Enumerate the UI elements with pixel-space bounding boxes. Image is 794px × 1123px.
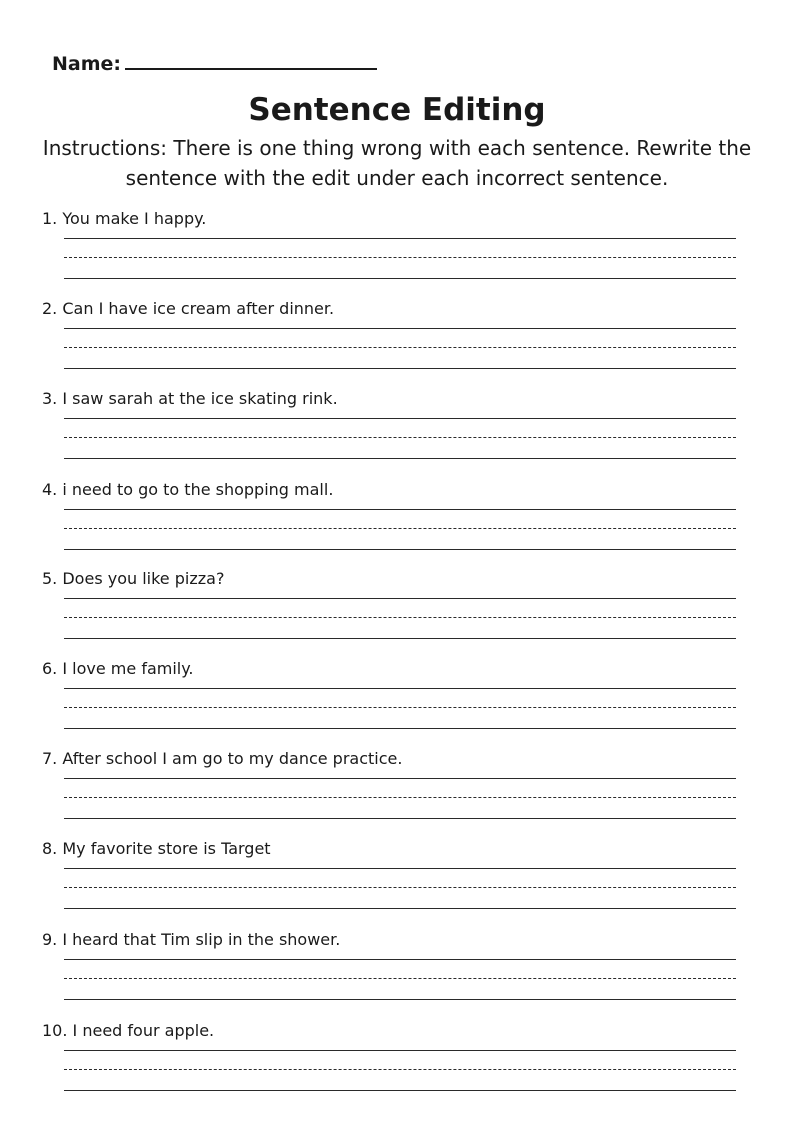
item-number: 9. bbox=[42, 930, 58, 949]
answer-top-line[interactable] bbox=[64, 509, 736, 510]
exercise-item-5 bbox=[0, 568, 794, 650]
item-number: 2. bbox=[42, 299, 58, 318]
item-text: After school I am go to my dance practice. bbox=[62, 749, 403, 768]
answer-mid-dashed-line[interactable] bbox=[64, 528, 736, 529]
exercise-item-10 bbox=[0, 1020, 794, 1102]
exercise-item-6 bbox=[0, 658, 794, 740]
item-sentence bbox=[42, 838, 271, 860]
answer-base-line[interactable] bbox=[64, 1090, 736, 1091]
item-text: I love me family. bbox=[62, 659, 194, 678]
instructions: Instructions: There is one thing wrong with each sentence. Rewrite the sentence with the edit under each incorrect sentence. bbox=[42, 136, 752, 190]
item-text: I heard that Tim slip in the shower. bbox=[62, 930, 341, 949]
item-text: I need four apple. bbox=[72, 1021, 215, 1040]
answer-mid-dashed-line[interactable] bbox=[64, 978, 736, 979]
exercise-item-2 bbox=[0, 298, 794, 380]
item-number: 10. bbox=[42, 1021, 68, 1040]
exercise-item-3 bbox=[0, 388, 794, 470]
answer-base-line[interactable] bbox=[64, 549, 736, 550]
item-text: I saw sarah at the ice skating rink. bbox=[62, 389, 338, 408]
answer-top-line[interactable] bbox=[64, 959, 736, 960]
item-text: My favorite store is Target bbox=[62, 839, 271, 858]
answer-top-line[interactable] bbox=[64, 328, 736, 329]
item-text: Does you like pizza? bbox=[62, 569, 225, 588]
exercise-item-9 bbox=[0, 929, 794, 1011]
answer-base-line[interactable] bbox=[64, 458, 736, 459]
item-sentence bbox=[42, 298, 334, 320]
item-sentence bbox=[42, 1020, 214, 1042]
exercise-item-8 bbox=[0, 838, 794, 920]
answer-mid-dashed-line[interactable] bbox=[64, 707, 736, 708]
item-number: 1. bbox=[42, 209, 58, 228]
answer-base-line[interactable] bbox=[64, 728, 736, 729]
item-sentence bbox=[42, 568, 224, 590]
answer-base-line[interactable] bbox=[64, 278, 736, 279]
item-number: 3. bbox=[42, 389, 58, 408]
exercise-item-1 bbox=[0, 208, 794, 290]
answer-top-line[interactable] bbox=[64, 778, 736, 779]
item-number: 8. bbox=[42, 839, 58, 858]
item-sentence bbox=[42, 388, 338, 410]
name-field[interactable] bbox=[52, 50, 377, 76]
answer-mid-dashed-line[interactable] bbox=[64, 257, 736, 258]
answer-base-line[interactable] bbox=[64, 818, 736, 819]
answer-mid-dashed-line[interactable] bbox=[64, 1069, 736, 1070]
item-text: You make I happy. bbox=[62, 209, 207, 228]
item-sentence bbox=[42, 208, 206, 230]
answer-mid-dashed-line[interactable] bbox=[64, 617, 736, 618]
answer-base-line[interactable] bbox=[64, 368, 736, 369]
item-text: i need to go to the shopping mall. bbox=[62, 480, 334, 499]
item-number: 4. bbox=[42, 480, 58, 499]
exercise-item-7 bbox=[0, 748, 794, 830]
answer-base-line[interactable] bbox=[64, 638, 736, 639]
answer-top-line[interactable] bbox=[64, 238, 736, 239]
item-sentence bbox=[42, 748, 402, 770]
answer-mid-dashed-line[interactable] bbox=[64, 347, 736, 348]
answer-mid-dashed-line[interactable] bbox=[64, 437, 736, 438]
item-text: Can I have ice cream after dinner. bbox=[62, 299, 335, 318]
name-label: Name: bbox=[52, 53, 122, 75]
item-sentence bbox=[42, 479, 333, 501]
item-sentence bbox=[42, 929, 340, 951]
answer-top-line[interactable] bbox=[64, 418, 736, 419]
item-number: 6. bbox=[42, 659, 58, 678]
name-blank-line[interactable] bbox=[125, 50, 377, 70]
answer-mid-dashed-line[interactable] bbox=[64, 797, 736, 798]
answer-base-line[interactable] bbox=[64, 908, 736, 909]
exercise-item-4 bbox=[0, 479, 794, 561]
answer-mid-dashed-line[interactable] bbox=[64, 887, 736, 888]
answer-top-line[interactable] bbox=[64, 598, 736, 599]
item-number: 7. bbox=[42, 749, 58, 768]
answer-top-line[interactable] bbox=[64, 868, 736, 869]
answer-top-line[interactable] bbox=[64, 1050, 736, 1051]
page-title: Sentence Editing bbox=[248, 92, 546, 128]
item-sentence bbox=[42, 658, 194, 680]
answer-top-line[interactable] bbox=[64, 688, 736, 689]
item-number: 5. bbox=[42, 569, 58, 588]
answer-base-line[interactable] bbox=[64, 999, 736, 1000]
